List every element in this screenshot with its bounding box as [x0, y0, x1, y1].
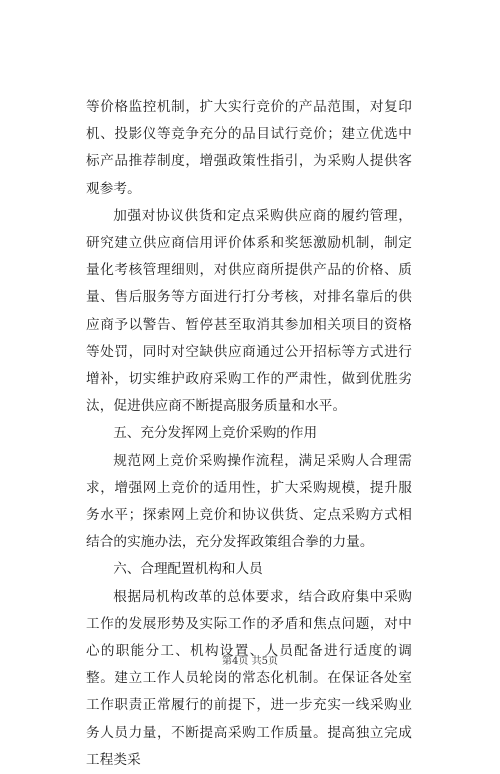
paragraph-supplier-management: 加强对协议供货和定点采购供应商的履约管理，研究建立供应商信用评价体系和奖惩激励机制，制定量化考核管理细则，对供应商所提供产品的价格、质量、售后服务等方面进行打分考核，对排名靠后的供应商予以警告、暂停甚至取消其参加相关项目的资格等处罚，同时对空缺供应商通过公开招标等方式进行增补，切实维护政府采购工作的严肃性，做到优胜劣汰，促进供应商不断提高服务质量和水平。: [86, 207, 412, 415]
section-heading-six: 六、合理配置机构和人员: [113, 561, 263, 578]
paragraph-staffing: 根据局机构改革的总体要求，结合政府集中采购工作的发展形势及实际工作的矛盾和焦点问题，对中心的职能分工、机构设置、人员配备进行适度的调整。建立工作人员轮岗的常态化机制。在保证各处室工作职责正常履行的前提下，进一步充实一线采购业务人员力量，不断提高采购工作质量。提高独立完成工程类采: [86, 588, 412, 768]
paragraph-continued: 等价格监控机制，扩大实行竞价的产品范围，对复印机、投影仪等竞争充分的品目试行竞价；建立优选中标产品推荐制度，增强政策性指引，为采购人提供客观参考。: [86, 99, 412, 197]
section-heading-five: 五、充分发挥网上竞价采购的作用: [113, 425, 318, 442]
document-body: [86, 94, 412, 774]
page-footer: 第4页 共5页: [222, 656, 278, 667]
paragraph-online-bidding: 规范网上竞价采购操作流程，满足采购人合理需求，增强网上竞价的适用性，扩大采购规模，提升服务水平；探索网上竞价和协议供货、定点采购方式相结合的实施办法，充分发挥政策组合拳的力量。: [86, 452, 412, 551]
